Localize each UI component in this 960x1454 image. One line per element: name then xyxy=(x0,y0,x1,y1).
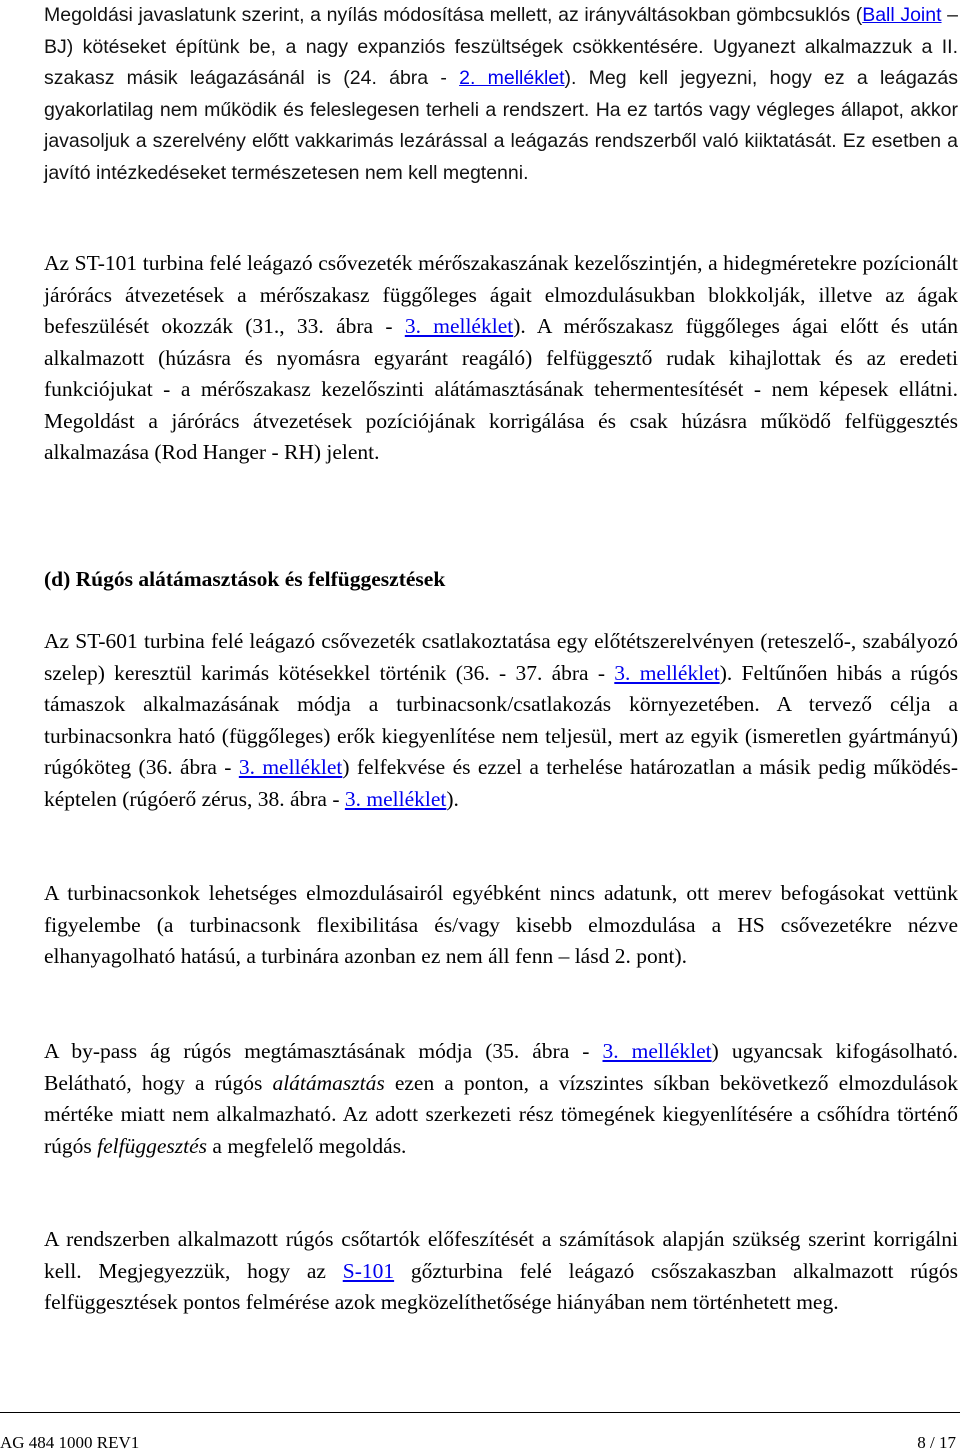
emphasis-felfuggesztes: felfüggesztés xyxy=(97,1133,208,1158)
document-id: AG 484 1000 REV1 xyxy=(0,1433,140,1452)
link-melleklet-3[interactable]: 3. melléklet xyxy=(404,314,514,338)
emphasis-alatamasztas: alátámasztás xyxy=(272,1070,385,1095)
link-melleklet-2[interactable]: 2. melléklet xyxy=(459,67,565,89)
text-segment: Az ST-101 turbina felé leágazó csővezeték mérőszakaszának kezelőszintjén, a hidegméretekre pozícionált járórács átvezetések a mérőszakasz függőleges ágait elmozdulásukban blokkolják, illetve az ágak befeszülését okozzák (31., 33. ábra - xyxy=(44,251,958,338)
paragraph-turbinacsonk: A turbinacsonkok lehetséges elmozdulásairól egyébként nincs adatunk, ott merev befogásokat vettünk figyelembe (a turbinacsonk flexibilitása és/vagy kisebb elmozdulása a HS csővezetékre nézve elhanyagolható hatású, a turbinára azonban ez nem áll fenn – lásd 2. pont). xyxy=(44,881,958,968)
text-segment: A by-pass ág rúgós megtámasztásának módja (35. ábra - xyxy=(44,1039,603,1063)
paragraph-st101 xyxy=(44,248,958,469)
text-segment: ). xyxy=(446,786,459,811)
paragraph-ball-joint xyxy=(44,0,958,189)
link-melleklet-3[interactable]: 3. melléklet xyxy=(238,755,343,779)
link-melleklet-3[interactable]: 3. melléklet xyxy=(614,660,720,685)
text-segment: ) felfekvése és ezzel a terhelése határozatlan a másik pedig működés-képtelen (rúgóerő zérus, 38. ábra - xyxy=(44,755,959,811)
paragraph-by-pass xyxy=(44,1036,958,1162)
footer-rule xyxy=(0,1412,960,1413)
text-segment: gőzturbina felé leágazó csőszakaszban alkalmazott rúgós felfüggesztések pontos felmérése azok megközelíthetősége hiányában nem történhetett meg. xyxy=(44,1258,958,1314)
link-melleklet-3[interactable]: 3. melléklet xyxy=(344,786,447,811)
page-number: 8 / 17 xyxy=(917,1433,956,1452)
link-melleklet-3[interactable]: 3. melléklet xyxy=(602,1039,712,1063)
text-segment: – BJ) kötéseket építünk be, a nagy expanziós feszültségek csökkentésére. Ugyanezt alkalmazzuk a II. szakasz másik leágazásánál is (24. ábra - xyxy=(44,4,959,89)
text-segment: ezen a ponton, a vízszintes síkban bekövetkező elmozdulások mértéke miatt nem alkalmazható. Az adott szerkezeti rész tömegének kiegyenlítésére a csőhídra történő rúgós xyxy=(44,1070,958,1158)
text-segment: a megfelelő megoldás. xyxy=(207,1133,407,1158)
text-segment: Az ST-601 turbina felé leágazó csővezeték csatlakoztatása egy előtétszerelvényen (reteszelő-, szabályozó szelep) keresztül karimás kötésekkel történik (36. - 37. ábra - xyxy=(44,629,958,685)
paragraph-rugos-csotartok xyxy=(44,1224,958,1319)
text-segment: Megoldási javaslatunk szerint, a nyílás módosítása mellett, az irányváltásokban gömbcsuklós ( xyxy=(44,4,863,26)
text-segment: ) ugyancsak kifogásolható. Belátható, hogy a rúgós xyxy=(44,1039,959,1095)
link-s101[interactable]: S-101 xyxy=(342,1258,395,1283)
paragraph-st601 xyxy=(44,626,958,815)
text-segment: ). Feltűnően hibás a rúgós támaszok alkalmazásának módja a turbinacsonk/csatlakozás környezetében. A tervező célja a turbinacsonkra ható (függőleges) erők kiegyenlítése nem teljesül, mert az egyik (ismeretlen gyártmányú) rúgóköteg (36. ábra - xyxy=(44,660,959,779)
link-ball-joint[interactable]: Ball Joint xyxy=(862,4,942,26)
text-segment: ). A mérőszakasz függőleges ágai előtt és után alkalmazott (húzásra és nyomásra egyaránt reagáló) felfüggesztő rudak kihajlottak és az eredeti funkciójukat - a mérőszakasz kezelőszinti alátámasztásának tehermentesítését - nem képesek ellátni. Megoldást a járórács átvezetések pozíciójának korrigálása és csak húzásra működő felfüggesztés alkalmazása (Rod Hanger - RH) jelent. xyxy=(44,314,958,464)
section-heading: (d) Rúgós alátámasztások és felfüggesztések xyxy=(44,567,446,591)
text-segment: A rendszerben alkalmazott rúgós csőtartók előfeszítését a számítások alapján szükség szerint korrigálni kell. Megjegyezzük, hogy az xyxy=(44,1227,958,1283)
text-segment: ). Meg kell jegyezni, hogy ez a leágazás gyakorlatilag nem működik és feleslegesen terheli a rendszert. Ha ez tartós vagy végleges állapot, akkor javasoljuk a szerelvény előtt vakkarimás lezárással a leágazás rendszerből való kiiktatását. Ez esetben a javító intézkedéseket természetesen nem kell megtenni. xyxy=(44,67,958,184)
